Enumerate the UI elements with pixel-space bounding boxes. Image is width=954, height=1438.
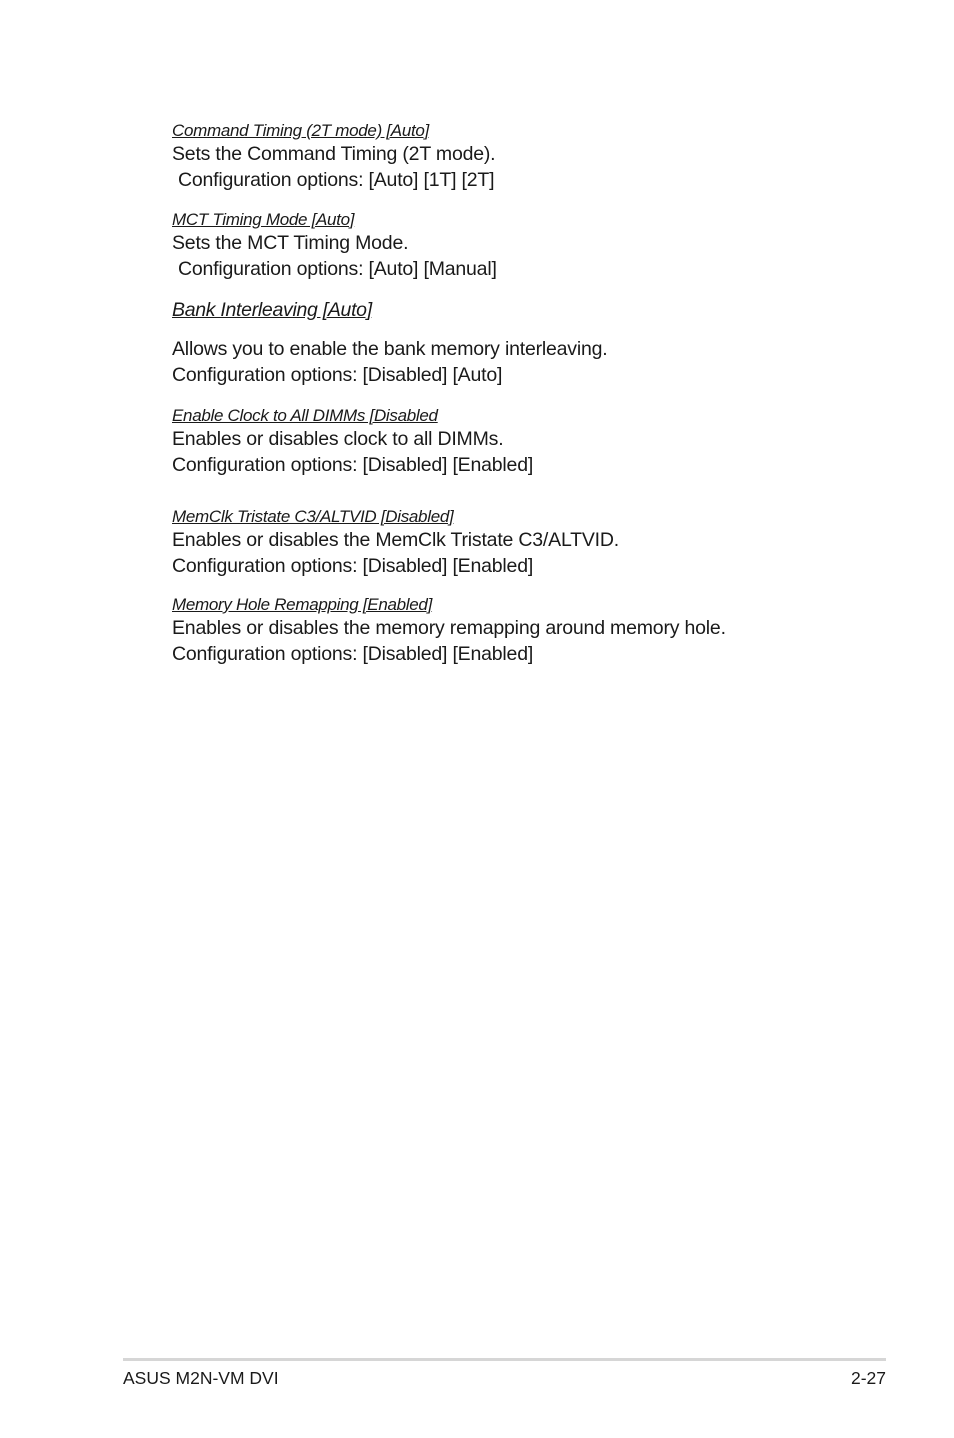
section-options: Configuration options: [Disabled] [Enabled]: [172, 555, 534, 577]
section-options: Configuration options: [Disabled] [Enabled]: [172, 454, 534, 476]
section-heading: Memory Hole Remapping [Enabled]: [172, 595, 433, 614]
section-bank-interleaving: [172, 299, 892, 388]
section-options: Configuration options: [Auto] [Manual]: [178, 258, 497, 280]
section-description: Enables or disables the MemClk Tristate C3/ALTVID.: [172, 529, 619, 551]
section-command-timing: [172, 121, 892, 193]
section-enable-clock-all-dimms: [172, 406, 892, 478]
footer-product-name: ASUS M2N-VM DVI: [123, 1368, 279, 1388]
section-heading: MCT Timing Mode [Auto]: [172, 210, 355, 229]
section-options: Configuration options: [Disabled] [Enabled]: [172, 643, 534, 665]
section-description: Sets the MCT Timing Mode.: [172, 232, 409, 254]
section-heading: Enable Clock to All DIMMs [Disabled: [172, 406, 438, 425]
section-heading: Command Timing (2T mode) [Auto]: [172, 121, 429, 140]
section-memory-hole-remapping: [172, 595, 892, 667]
section-options: Configuration options: [Disabled] [Auto]: [172, 364, 503, 386]
section-heading: Bank Interleaving [Auto]: [172, 299, 372, 321]
section-options: Configuration options: [Auto] [1T] [2T]: [178, 169, 495, 191]
section-mct-timing-mode: [172, 210, 892, 282]
section-description: Allows you to enable the bank memory interleaving.: [172, 338, 608, 360]
section-memclk-tristate: [172, 507, 892, 579]
section-heading: MemClk Tristate C3/ALTVID [Disabled]: [172, 507, 454, 526]
footer-page-number: 2-27: [850, 1368, 886, 1388]
section-description: Sets the Command Timing (2T mode).: [172, 143, 496, 165]
section-description: Enables or disables clock to all DIMMs.: [172, 428, 504, 450]
section-description: Enables or disables the memory remapping around memory hole.: [172, 617, 726, 639]
footer-divider: [123, 1358, 886, 1361]
